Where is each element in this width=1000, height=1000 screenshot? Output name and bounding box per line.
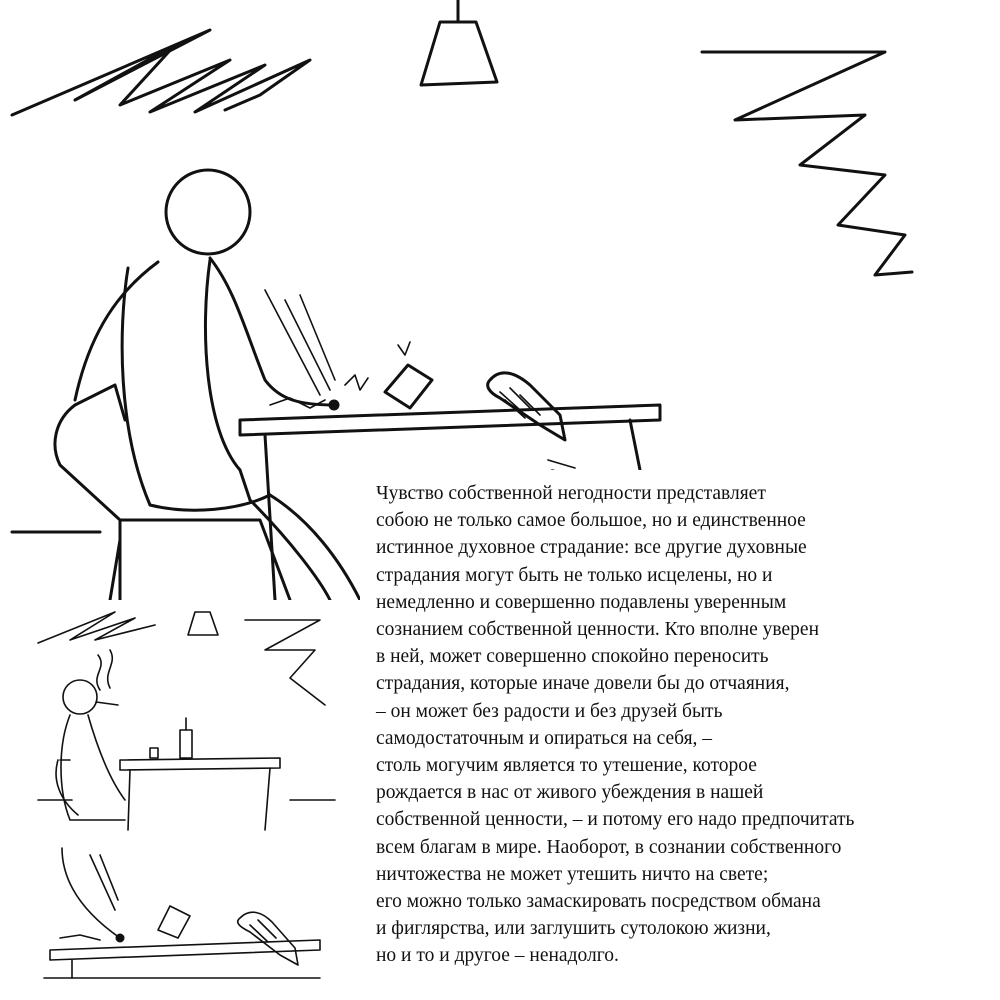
scribble-right	[702, 52, 912, 275]
quote-line: сознанием собственной ценности. Кто вполне уверен	[376, 619, 820, 641]
glass	[385, 365, 432, 408]
quote-line: Чувство собственной негодности представляет	[376, 483, 766, 504]
quote-line: и фиглярства, или заглушить сутолокою жизни,	[376, 918, 771, 940]
quote-line: истинное духовное страдание: все другие духовные	[376, 537, 807, 559]
quote-line: всем благам в мире. Наоборот, в сознании собственного	[376, 836, 842, 858]
motion-lines	[265, 290, 578, 476]
quote-line: самодостаточным и опираться на себя, –	[376, 727, 713, 749]
quote-line: страдания, которые иначе довели бы до отчаяния,	[376, 673, 790, 695]
quote-line: – он может без радости и без друзей быть	[376, 700, 723, 722]
quote-line: столь могучим является то утешение, которое	[376, 755, 757, 777]
quote-text	[376, 480, 996, 970]
small-cigarette	[117, 935, 123, 941]
bottle	[488, 373, 565, 440]
figure-head	[166, 170, 250, 254]
quote-line: собственной ценности, – и потому его надо предпочитать	[376, 809, 855, 831]
cigarette	[330, 401, 338, 409]
quote-line: рождается в нас от живого убеждения в нашей	[376, 782, 764, 804]
quote-line: страдания могут быть не только исцелены, но и	[376, 564, 773, 586]
quote-line: собою не только самое большое, но и единственное	[376, 510, 806, 532]
ceiling-lamp	[421, 0, 497, 85]
chair	[55, 385, 290, 600]
quote-line: но и то и другое – ненадолго.	[376, 945, 619, 967]
quote-line: в ней, может совершенно спокойно переносить	[376, 646, 769, 668]
quote-line: его можно только замаскировать посредством обмана	[376, 891, 821, 913]
scribble-left	[12, 30, 310, 115]
quote-line: немедленно и совершенно подавлены уверенным	[376, 591, 787, 613]
legs	[250, 495, 360, 600]
quote-line: ничтожества не может утешить ничто на свете;	[376, 863, 769, 885]
